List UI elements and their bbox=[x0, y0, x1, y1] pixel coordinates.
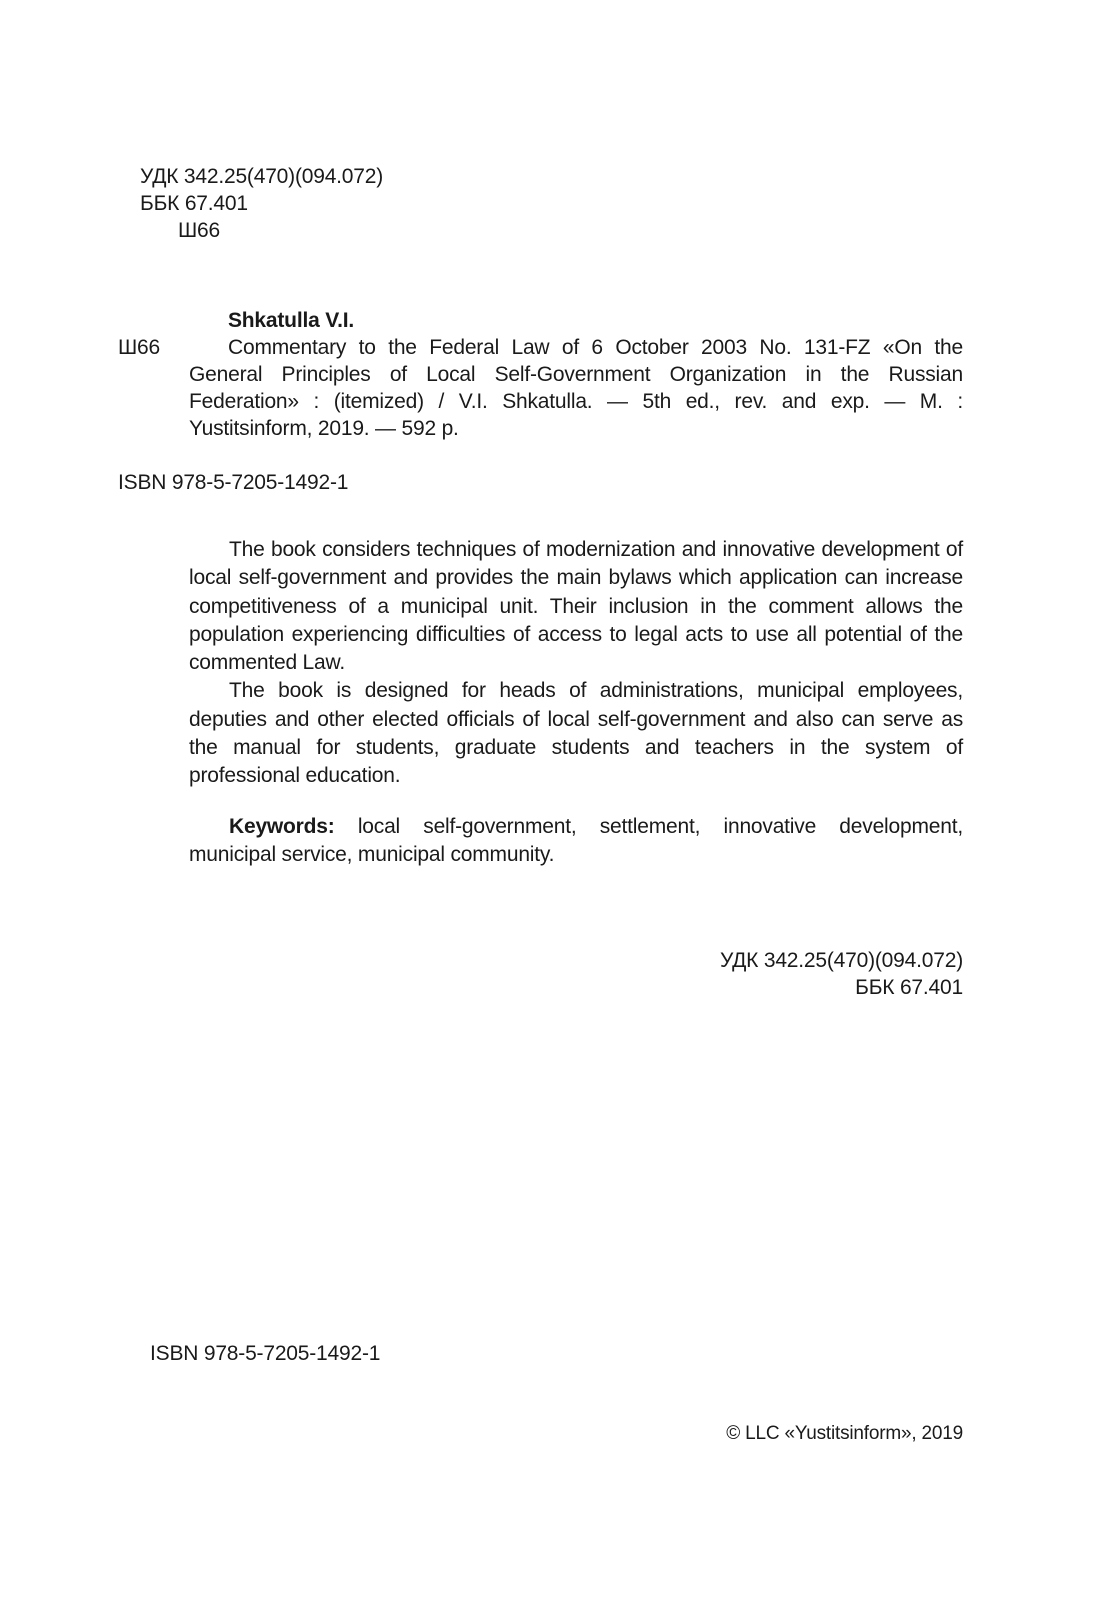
top-udk: УДК 342.25(470)(094.072) bbox=[140, 165, 384, 188]
summary bbox=[189, 536, 963, 791]
bibliography-line-2: General Principles of Local Self-Government Organization in the Russian bbox=[189, 363, 963, 386]
keywords bbox=[189, 813, 963, 870]
summary-paragraph-2: The book is designed for heads of administrations, municipal employees, deputies and other elected officials of local self-government and also can serve as the manual for students, graduate students and teachers in the system of professional education. bbox=[189, 679, 963, 788]
summary-paragraph-1: The book considers techniques of modernization and innovative development of local self-government and provides the main bylaws which application can increase competitiveness of a municipal unit. Their inclusion in the comment allows the population experiencing difficulties of access to legal acts to use all potential of the commented Law. bbox=[189, 538, 963, 675]
bibliography-line-4: Yustitsinform, 2019. — 592 p. bbox=[189, 417, 459, 440]
bottom-bbk: ББК 67.401 bbox=[855, 976, 963, 999]
author-name: Shkatulla V.I. bbox=[228, 309, 354, 332]
bottom-udk: УДК 342.25(470)(094.072) bbox=[719, 949, 963, 972]
top-author-mark: Ш66 bbox=[178, 219, 221, 242]
keywords-label: Keywords: bbox=[229, 815, 335, 838]
bibliography-line-3: Federation» : (itemized) / V.I. Shkatulla. — 5th ed., rev. and exp. — M. : bbox=[189, 390, 963, 413]
bibliography-isbn: ISBN 978-5-7205-1492-1 bbox=[118, 471, 349, 494]
bibliography-line-1: Commentary to the Federal Law of 6 October 2003 No. 131-FZ «On the bbox=[228, 336, 963, 359]
copyright: © LLC «Yustitsinform», 2019 bbox=[726, 1423, 963, 1444]
bottom-isbn: ISBN 978-5-7205-1492-1 bbox=[150, 1342, 381, 1365]
keywords-text: local self-government, settlement, innovative development, municipal service, municipal community. bbox=[189, 815, 963, 867]
bibliography-mark: Ш66 bbox=[118, 336, 161, 359]
top-bbk: ББК 67.401 bbox=[140, 192, 248, 215]
